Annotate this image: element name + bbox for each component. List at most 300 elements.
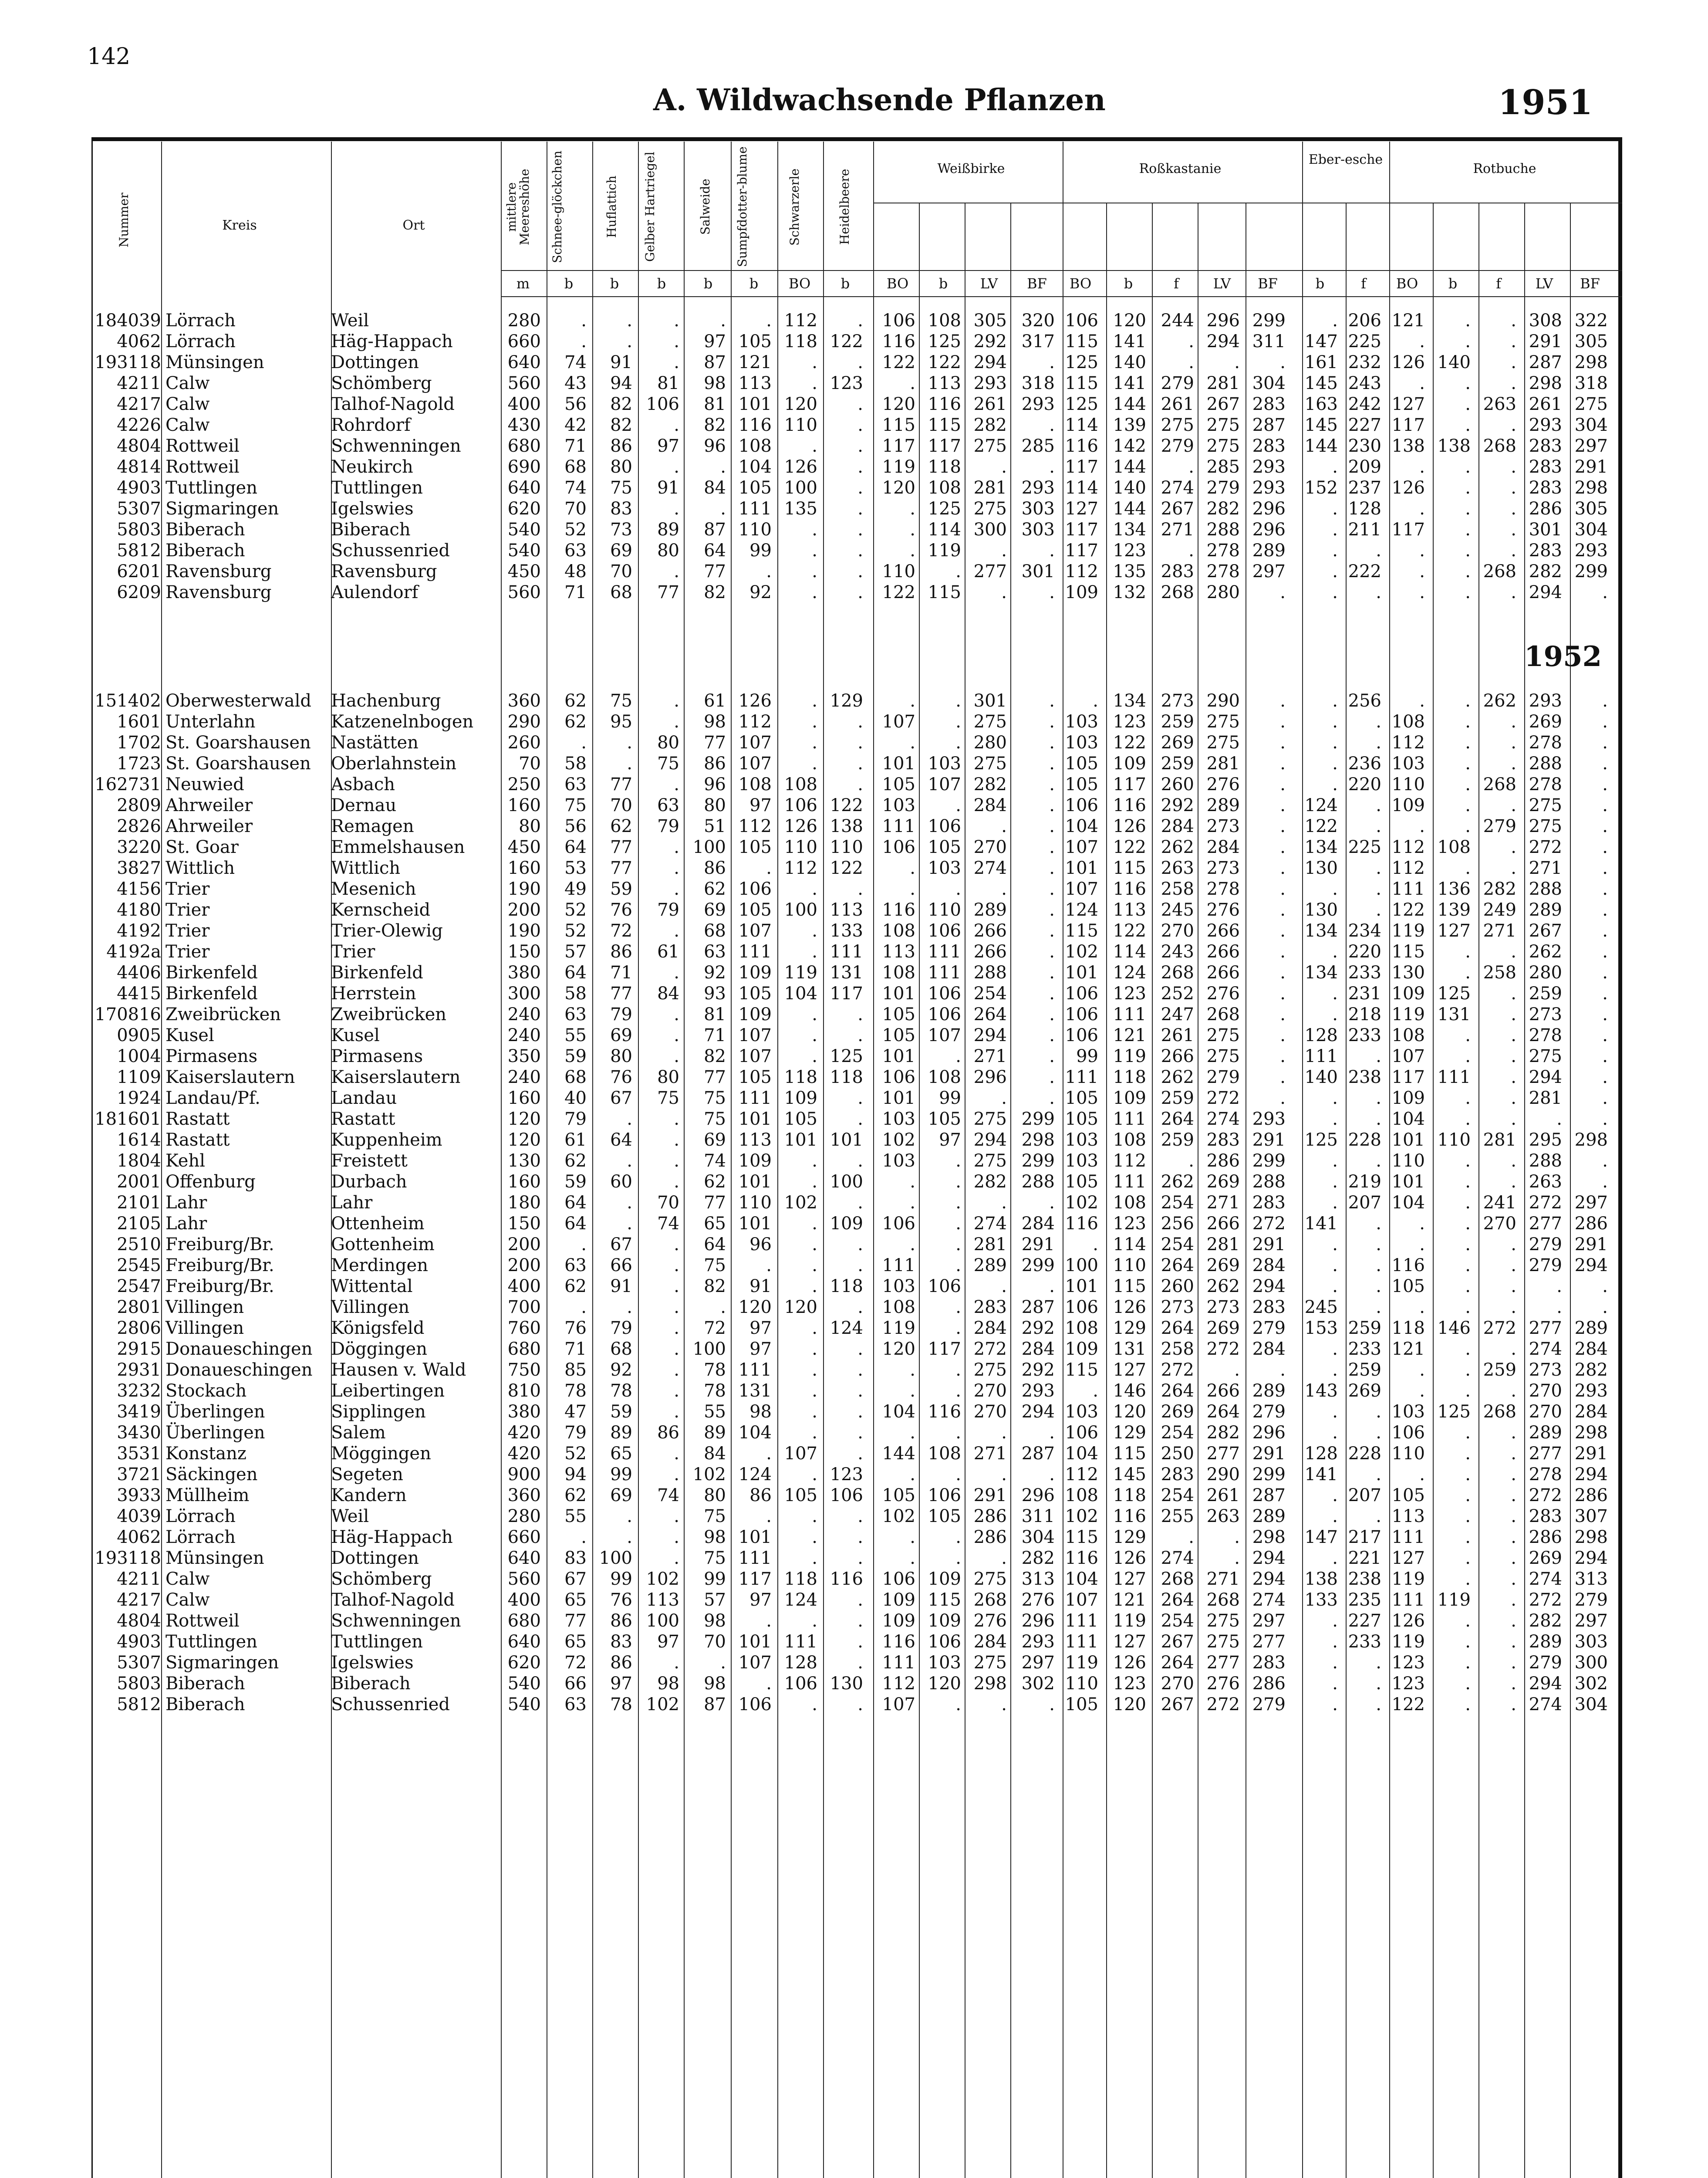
row-value: 269 <box>1206 1172 1240 1192</box>
row-value: 279 <box>1529 1234 1562 1255</box>
row-value: . <box>1049 900 1055 920</box>
row-value: . <box>1465 1569 1471 1589</box>
row-value: 77 <box>704 1067 726 1087</box>
row-value: 89 <box>657 520 679 540</box>
row-value: . <box>1511 1611 1516 1631</box>
row-value: . <box>1049 1423 1055 1443</box>
row-value: 269 <box>1529 1548 1562 1568</box>
row-number: 2931 <box>117 1360 161 1380</box>
row-value: . <box>1280 1046 1286 1066</box>
row-value: 43 <box>564 373 587 393</box>
row-value: 76 <box>610 1590 632 1610</box>
row-value: . <box>910 1360 915 1380</box>
row-value: 66 <box>564 1674 587 1694</box>
row-value: 245 <box>1304 1297 1338 1317</box>
row-value: . <box>674 1506 679 1526</box>
row-value: 109 <box>1391 1088 1425 1108</box>
row-value: 53 <box>564 858 587 878</box>
row-value: 76 <box>610 900 632 920</box>
unit-label: BO <box>1396 275 1418 292</box>
row-number: 3827 <box>117 858 161 878</box>
row-value: 111 <box>830 942 863 962</box>
row-kreis: Rastatt <box>165 1130 230 1150</box>
row-value: 280 <box>1206 582 1240 602</box>
row-value: 277 <box>1529 1444 1562 1464</box>
row-ort: Möggingen <box>331 1444 431 1464</box>
row-number: 4217 <box>117 1590 161 1610</box>
row-value: 118 <box>928 457 961 477</box>
column-rule <box>1433 203 1434 2178</box>
row-value: . <box>1376 1046 1381 1066</box>
row-value: 70 <box>610 795 632 815</box>
row-value: . <box>581 1527 587 1547</box>
row-value: . <box>1511 415 1516 435</box>
row-value: 75 <box>704 1506 726 1526</box>
row-ort: Kuppenheim <box>331 1130 442 1150</box>
row-value: . <box>1376 541 1381 561</box>
row-value: 259 <box>1161 712 1194 732</box>
row-value: . <box>1332 1632 1338 1652</box>
row-value: 294 <box>1529 1674 1562 1694</box>
row-value: 129 <box>1113 1423 1146 1443</box>
row-value: 110 <box>1391 1444 1425 1464</box>
row-value: 244 <box>1161 311 1194 331</box>
row-value: 114 <box>1113 942 1146 962</box>
row-value: 131 <box>1437 1004 1471 1025</box>
row-value: 190 <box>507 921 541 941</box>
row-value: . <box>857 457 863 477</box>
header-salweide: Salweide <box>698 179 712 235</box>
row-value: . <box>1376 1506 1381 1526</box>
row-value: 269 <box>1161 1402 1194 1422</box>
row-value: 129 <box>1113 1527 1146 1547</box>
row-value: . <box>1280 352 1286 372</box>
header-weissbirke: Weißbirke <box>937 161 1005 176</box>
row-value: 125 <box>1437 984 1471 1004</box>
row-value: 266 <box>1206 1381 1240 1401</box>
column-rule <box>873 142 874 2178</box>
row-value: . <box>1332 984 1338 1004</box>
row-value: 279 <box>1252 1402 1286 1422</box>
row-number: 170816 <box>95 1004 161 1025</box>
row-number: 181601 <box>95 1109 161 1129</box>
row-value: 259 <box>1483 1360 1516 1380</box>
row-value: . <box>1602 1025 1608 1045</box>
row-ort: Dernau <box>331 795 397 815</box>
row-value: . <box>1049 774 1055 795</box>
row-value: 294 <box>973 352 1007 372</box>
row-value: 291 <box>1252 1130 1286 1150</box>
row-value: . <box>1465 1151 1471 1171</box>
row-number: 4156 <box>117 879 161 899</box>
row-value: 297 <box>1021 1653 1055 1673</box>
row-kreis: St. Goar <box>165 837 239 857</box>
row-value: . <box>1511 1067 1516 1087</box>
row-value: . <box>627 1297 632 1317</box>
row-value: 293 <box>1021 394 1055 414</box>
row-value: 115 <box>1391 942 1425 962</box>
row-value: 107 <box>1391 1046 1425 1066</box>
row-value: . <box>1465 1339 1471 1359</box>
row-value: 98 <box>704 1674 726 1694</box>
row-value: . <box>674 499 679 519</box>
row-value: . <box>910 1381 915 1401</box>
row-value: 227 <box>1348 415 1381 435</box>
row-value: 311 <box>1021 1506 1055 1526</box>
row-value: 111 <box>738 1360 772 1380</box>
unit-label: b <box>564 275 574 292</box>
row-value: . <box>674 1172 679 1192</box>
row-value: 118 <box>830 1276 863 1296</box>
row-value: 77 <box>564 1611 587 1631</box>
row-value: 268 <box>1161 1569 1194 1589</box>
row-value: 278 <box>1529 733 1562 753</box>
row-value: 275 <box>973 1360 1007 1380</box>
row-value: 261 <box>1529 394 1562 414</box>
row-value: 221 <box>1348 1548 1381 1568</box>
row-value: 126 <box>1391 1611 1425 1631</box>
row-value: . <box>1376 1402 1381 1422</box>
row-value: . <box>1049 541 1055 561</box>
row-value: 132 <box>1113 582 1146 602</box>
row-value: 121 <box>1113 1590 1146 1610</box>
row-value: 109 <box>1391 795 1425 815</box>
row-value: . <box>1280 712 1286 732</box>
row-value: 40 <box>564 1088 587 1108</box>
row-value: 80 <box>519 816 541 836</box>
row-value: . <box>1376 1151 1381 1171</box>
row-value: 298 <box>1021 1130 1055 1150</box>
row-value: . <box>1376 1214 1381 1234</box>
row-number: 6209 <box>117 582 161 602</box>
row-value: . <box>1465 331 1471 352</box>
row-value: 100 <box>784 478 817 498</box>
row-number: 4039 <box>117 1506 161 1526</box>
row-value: . <box>910 691 915 711</box>
row-value: 99 <box>610 1464 632 1485</box>
row-value: 294 <box>1252 1569 1286 1589</box>
row-value: 273 <box>1161 1297 1194 1317</box>
row-value: 690 <box>507 457 541 477</box>
unit-label: b <box>703 275 713 292</box>
row-value: 122 <box>830 795 863 815</box>
column-rule <box>731 142 732 2178</box>
row-value: 267 <box>1529 921 1562 941</box>
row-value: 282 <box>973 415 1007 435</box>
row-value: . <box>1049 691 1055 711</box>
row-value: 108 <box>928 1067 961 1087</box>
row-ort: Hachenburg <box>331 691 441 711</box>
row-value: 279 <box>1161 373 1194 393</box>
row-value: 126 <box>1113 1548 1146 1568</box>
row-value: . <box>1556 1276 1562 1296</box>
row-value: 283 <box>1529 478 1562 498</box>
row-value: . <box>812 1046 817 1066</box>
row-value: . <box>1234 1548 1240 1568</box>
row-value: . <box>1049 879 1055 899</box>
row-value: 271 <box>973 1046 1007 1066</box>
row-kreis: Ravensburg <box>165 582 272 602</box>
row-value: 272 <box>1206 1088 1240 1108</box>
row-kreis: Donaueschingen <box>165 1339 313 1359</box>
row-value: . <box>812 1423 817 1443</box>
row-value: 275 <box>1529 1046 1562 1066</box>
row-value: 70 <box>519 754 541 774</box>
row-value: 122 <box>928 352 961 372</box>
row-value: . <box>812 1464 817 1485</box>
row-value: 104 <box>1391 1193 1425 1213</box>
row-number: 4062 <box>117 331 161 352</box>
row-value: . <box>1465 1214 1471 1234</box>
row-value: 275 <box>1161 415 1194 435</box>
row-value: . <box>674 879 679 899</box>
row-value: 228 <box>1348 1444 1381 1464</box>
row-value: . <box>1602 942 1608 962</box>
row-value: 299 <box>1252 1464 1286 1485</box>
row-value: 117 <box>928 1339 961 1359</box>
row-value: . <box>1419 1381 1425 1401</box>
page-number: 142 <box>87 44 131 70</box>
row-value: 106 <box>882 1067 915 1087</box>
row-value: . <box>1001 879 1007 899</box>
row-value: 74 <box>704 1151 726 1171</box>
row-value: 63 <box>564 541 587 561</box>
row-value: 59 <box>564 1046 587 1066</box>
row-value: 125 <box>1437 1402 1471 1422</box>
row-value: 117 <box>1391 520 1425 540</box>
row-value: 77 <box>704 561 726 582</box>
row-value: . <box>857 879 863 899</box>
row-number: 2826 <box>117 816 161 836</box>
row-value: 160 <box>507 795 541 815</box>
row-value: 87 <box>704 520 726 540</box>
row-value: . <box>581 1234 587 1255</box>
row-value: 233 <box>1348 1632 1381 1652</box>
row-value: . <box>1511 1088 1516 1108</box>
row-value: . <box>857 733 863 753</box>
row-value: 128 <box>784 1653 817 1673</box>
row-value: 101 <box>738 1527 772 1547</box>
row-value: 67 <box>564 1569 587 1589</box>
row-value: 289 <box>1252 1506 1286 1526</box>
row-value: 62 <box>704 1172 726 1192</box>
row-value: 256 <box>1161 1214 1194 1234</box>
row-value: . <box>1419 499 1425 519</box>
row-value: 70 <box>610 561 632 582</box>
row-value: 109 <box>738 1151 772 1171</box>
row-number: 193118 <box>95 1548 161 1568</box>
row-value: 119 <box>882 457 915 477</box>
row-number: 6201 <box>117 561 161 582</box>
row-value: . <box>812 582 817 602</box>
row-value: 267 <box>1161 1694 1194 1715</box>
row-value: . <box>581 311 587 331</box>
row-number: 3232 <box>117 1381 161 1401</box>
row-value: 284 <box>973 1318 1007 1338</box>
row-value: 281 <box>973 1234 1007 1255</box>
row-value: . <box>812 1611 817 1631</box>
row-value: 144 <box>882 1444 915 1464</box>
row-value: . <box>857 774 863 795</box>
row-value: . <box>674 1527 679 1547</box>
row-value: . <box>581 1297 587 1317</box>
row-value: 68 <box>704 921 726 941</box>
row-value: 105 <box>738 900 772 920</box>
row-value: 106 <box>830 1485 863 1505</box>
row-value: 74 <box>564 352 587 372</box>
row-value: 101 <box>1391 1172 1425 1192</box>
row-value: 277 <box>1206 1444 1240 1464</box>
row-value: 275 <box>973 1109 1007 1129</box>
row-value: . <box>1280 942 1286 962</box>
row-value: . <box>812 921 817 941</box>
row-value: 225 <box>1348 837 1381 857</box>
row-number: 4192a <box>106 942 161 962</box>
row-kreis: Kusel <box>165 1025 214 1045</box>
row-value: 118 <box>1113 1485 1146 1505</box>
row-value: . <box>857 712 863 732</box>
row-value: 360 <box>507 1485 541 1505</box>
row-value: 209 <box>1348 457 1381 477</box>
row-value: . <box>1602 1088 1608 1108</box>
row-value: 71 <box>610 963 632 983</box>
row-value: 255 <box>1161 1506 1194 1526</box>
row-value: 285 <box>1206 457 1240 477</box>
row-value: . <box>1556 1297 1562 1317</box>
row-value: 105 <box>882 774 915 795</box>
row-value: . <box>674 1653 679 1673</box>
row-value: 284 <box>1252 1255 1286 1275</box>
row-value: . <box>1511 1151 1516 1171</box>
row-value: 100 <box>692 837 726 857</box>
row-number: 2545 <box>117 1255 161 1275</box>
row-value: . <box>812 1214 817 1234</box>
row-kreis: Rottweil <box>165 457 240 477</box>
row-value: 110 <box>882 561 915 582</box>
row-value: 294 <box>1206 331 1240 352</box>
row-value: 241 <box>1483 1193 1516 1213</box>
row-value: . <box>1376 1088 1381 1108</box>
row-value: . <box>1376 900 1381 920</box>
row-value: . <box>1049 858 1055 878</box>
row-value: 80 <box>657 1067 679 1087</box>
row-value: . <box>674 1046 679 1066</box>
row-value: 318 <box>1021 373 1055 393</box>
row-value: 67 <box>610 1088 632 1108</box>
row-value: 102 <box>646 1694 679 1715</box>
row-value: 97 <box>749 1318 772 1338</box>
row-value: . <box>1465 1423 1471 1443</box>
row-value: 104 <box>1065 1444 1098 1464</box>
row-value: 281 <box>1206 373 1240 393</box>
row-value: . <box>1511 520 1516 540</box>
row-value: 298 <box>1252 1527 1286 1547</box>
unit-label: b <box>1315 275 1325 292</box>
row-value: 276 <box>973 1611 1007 1631</box>
row-value: 119 <box>1113 1611 1146 1631</box>
row-value: 119 <box>1391 921 1425 941</box>
row-value: 147 <box>1304 331 1338 352</box>
row-value: 271 <box>1206 1193 1240 1213</box>
row-value: 283 <box>1252 1297 1286 1317</box>
row-value: 283 <box>1529 436 1562 456</box>
row-value: . <box>1465 963 1471 983</box>
row-value: 109 <box>738 963 772 983</box>
row-ort: Pirmasens <box>331 1046 423 1066</box>
row-value: 111 <box>882 816 915 836</box>
row-value: 278 <box>1206 561 1240 582</box>
row-number: 1614 <box>117 1130 161 1150</box>
row-value: . <box>1465 373 1471 393</box>
row-value: 102 <box>784 1193 817 1213</box>
row-value: . <box>1049 1067 1055 1087</box>
row-ort: Gottenheim <box>331 1234 435 1255</box>
row-value: . <box>1511 1653 1516 1673</box>
row-value: 123 <box>830 1464 863 1485</box>
row-value: 380 <box>507 1402 541 1422</box>
row-value: 64 <box>704 541 726 561</box>
row-value: 78 <box>704 1360 726 1380</box>
row-number: 2547 <box>117 1276 161 1296</box>
row-value: 291 <box>1529 331 1562 352</box>
row-value: . <box>1602 1046 1608 1066</box>
row-value: 110 <box>1391 1151 1425 1171</box>
row-ort: Rohrdorf <box>331 415 411 435</box>
row-value: 113 <box>928 373 961 393</box>
row-value: 299 <box>1574 561 1608 582</box>
row-value: . <box>1465 1172 1471 1192</box>
row-value: 284 <box>1161 816 1194 836</box>
row-value: . <box>857 394 863 414</box>
row-kreis: Calw <box>165 373 210 393</box>
row-value: 123 <box>1391 1674 1425 1694</box>
row-number: 4226 <box>117 415 161 435</box>
row-value: 108 <box>784 774 817 795</box>
row-value: 100 <box>1065 1255 1098 1275</box>
row-value: 64 <box>704 1234 726 1255</box>
row-value: . <box>1511 1444 1516 1464</box>
row-value: 304 <box>1021 1527 1055 1547</box>
row-value: . <box>1465 1611 1471 1631</box>
row-value: 293 <box>1021 1381 1055 1401</box>
row-value: . <box>1465 311 1471 331</box>
row-value: 305 <box>1574 331 1608 352</box>
row-value: . <box>1511 1590 1516 1610</box>
row-value: 109 <box>1065 1339 1098 1359</box>
row-value: . <box>812 1694 817 1715</box>
row-value: . <box>1280 1088 1286 1108</box>
row-value: 102 <box>692 1464 726 1485</box>
row-value: 400 <box>507 1590 541 1610</box>
row-value: . <box>1511 1234 1516 1255</box>
row-value: 320 <box>1021 311 1055 331</box>
row-value: . <box>1602 1297 1608 1317</box>
row-value: 83 <box>610 1632 632 1652</box>
row-ort: Durbach <box>331 1172 407 1192</box>
row-value: 72 <box>610 921 632 941</box>
row-value: 48 <box>564 561 587 582</box>
row-ort: Dottingen <box>331 1548 419 1568</box>
row-value: 70 <box>704 1632 726 1652</box>
unit-label: f <box>1361 275 1366 292</box>
row-value: 291 <box>973 1485 1007 1505</box>
row-value: . <box>674 1130 679 1150</box>
row-value: 69 <box>704 1130 726 1150</box>
row-value: 288 <box>1529 754 1562 774</box>
row-value: . <box>1001 457 1007 477</box>
row-value: . <box>1049 1276 1055 1296</box>
row-value: . <box>955 1255 961 1275</box>
